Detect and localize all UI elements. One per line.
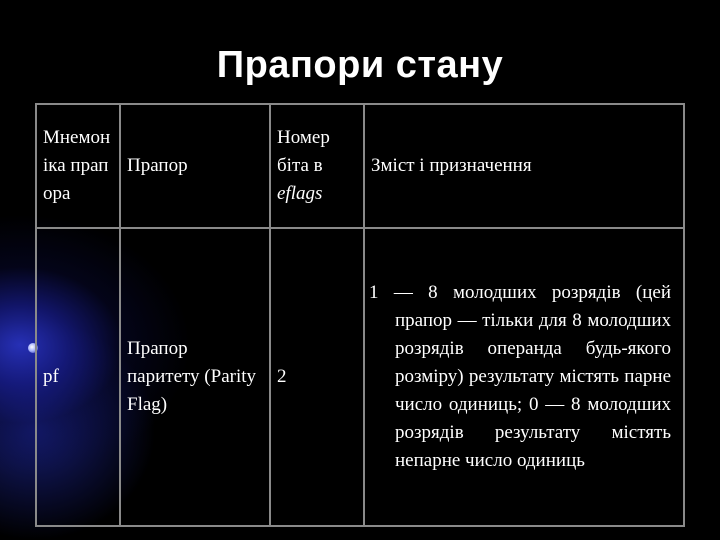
cell-bit bbox=[270, 228, 364, 526]
slide-title: Прапори стану bbox=[216, 44, 504, 86]
row-flag: Прапор паритету (Parity Flag) bbox=[127, 338, 257, 415]
header-content-label: Зміст і призначення bbox=[371, 155, 532, 176]
row-bit: 2 bbox=[277, 366, 287, 387]
table-row bbox=[36, 228, 684, 526]
header-bit-register-label: eflags bbox=[277, 183, 323, 204]
header-mnemonic bbox=[36, 104, 120, 228]
cell-mnemonic bbox=[36, 228, 120, 526]
row-content: 1 — 8 молодших розрядів (цей прапор — тільки для 8 молодших розрядів операнда будь-якого розміру) результату містять парне число одиниць; 0 — 8 молодших розрядів результату містять непарне число одиниць bbox=[369, 282, 671, 471]
header-content bbox=[364, 104, 684, 228]
table-header-row bbox=[36, 104, 684, 228]
header-flag bbox=[120, 104, 270, 228]
cell-flag bbox=[120, 228, 270, 526]
cell-content bbox=[364, 228, 684, 526]
header-bit-number bbox=[270, 104, 364, 228]
header-mnemonic-label: Мнемоніка прапора bbox=[43, 127, 111, 204]
row-mnemonic: pf bbox=[43, 366, 59, 387]
flags-table bbox=[35, 103, 685, 527]
header-bit-number-label: Номер біта в bbox=[277, 127, 330, 176]
header-flag-label: Прапор bbox=[127, 155, 188, 176]
